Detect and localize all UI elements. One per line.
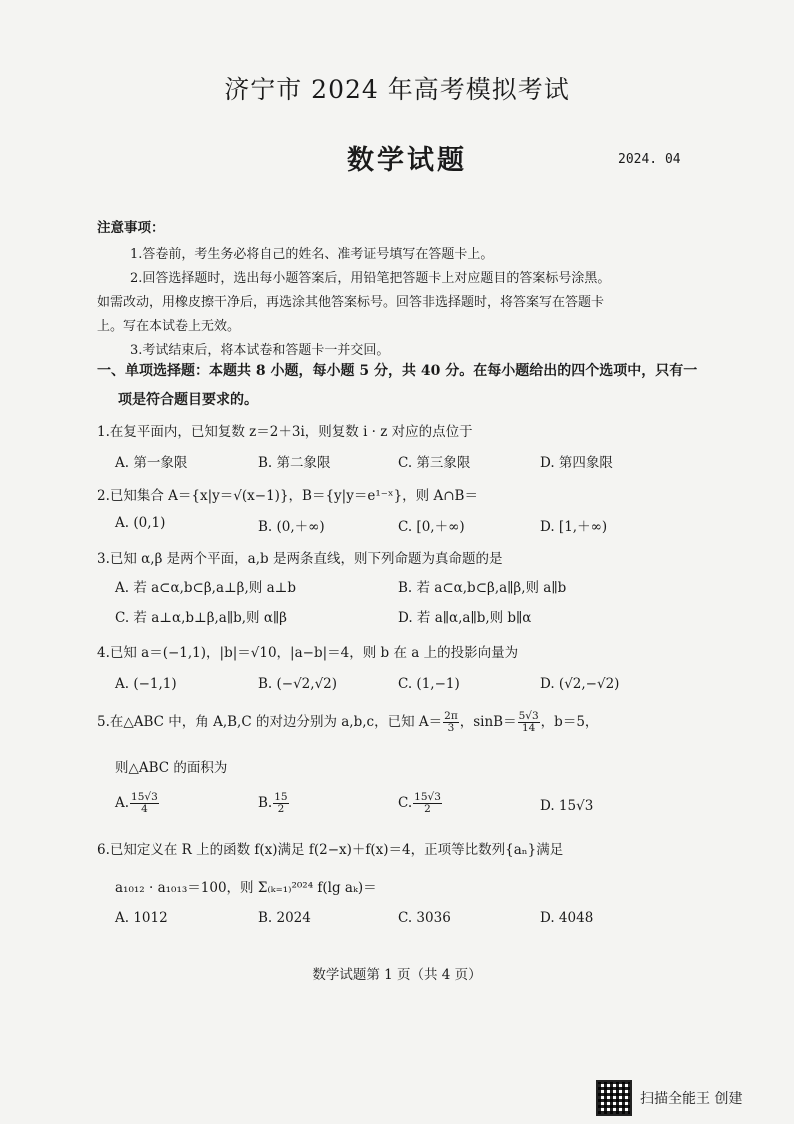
question-4-option-a: A. (−1,1) (115, 676, 177, 692)
question-1-stem: 1.在复平面内，已知复数 z＝2＋3i，则复数 i · z 对应的点位于 (97, 424, 473, 440)
question-3-option-c: C. 若 a⊥α,b⊥β,a∥b,则 α∥β (115, 610, 287, 626)
question-5-stem-end: ，b＝5， (540, 714, 599, 730)
question-5-stem-mid: ，sinB＝ (459, 714, 517, 730)
question-6-option-a: A. 1012 (115, 910, 168, 926)
question-4-stem: 4.已知 a＝(−1,1)，|b|＝√10，|a−b|＝4，则 b 在 a 上的投影向量为 (97, 645, 519, 661)
question-3-option-d: D. 若 a∥α,a∥b,则 b∥α (398, 610, 532, 626)
notice-item-1: 1.答卷前，考生务必将自己的姓名、准考证号填写在答题卡上。 (130, 247, 494, 262)
question-2-option-b: B. (0,＋∞) (258, 519, 325, 535)
sin-b-fraction: $\frac{5√3}{14}$ (518, 710, 539, 734)
question-1-option-c: C. 第三象限 (398, 455, 471, 471)
question-4-option-b: B. (−√2,√2) (258, 676, 338, 692)
question-3-option-a: A. 若 a⊂α,b⊂β,a⊥β,则 a⊥b (115, 580, 296, 596)
qr-code-icon (596, 1080, 632, 1116)
question-2-stem: 2.已知集合 A＝{x|y＝√(x−1)}，B＝{y|y＝e¹⁻ˣ}，则 A∩B＝ (97, 488, 478, 504)
question-5-option-c: C. $\frac{15√3}{2}$ (398, 791, 441, 815)
notice-heading: 注意事项： (97, 220, 165, 236)
question-5-stem (97, 710, 598, 734)
question-1-option-b: B. 第二象限 (258, 455, 331, 471)
exam-title: 济宁市 2024 年高考模拟考试 (224, 75, 570, 104)
subject-title: 数学试题 (347, 145, 467, 176)
question-6-option-c: C. 3036 (398, 910, 451, 926)
notice-item-2-line-2: 如需改动，用橡皮擦干净后，再选涂其他答案标号。回答非选择题时，将答案写在答题卡 (97, 295, 605, 310)
question-2-option-d: D. [1,＋∞) (540, 519, 608, 535)
question-5-stem-line-2: 则△ABC 的面积为 (115, 760, 228, 776)
question-5-option-d: D. 15√3 (540, 798, 594, 814)
notice-item-2-line-3: 上。写在本试卷上无效。 (97, 319, 241, 334)
page-footer: 数学试题第 1 页（共 4 页） (312, 967, 482, 983)
scanner-watermark: 扫描全能王 创建 (640, 1091, 743, 1107)
question-5-option-b: B. $\frac{15}{2}$ (258, 791, 288, 815)
exam-date: 2024. 04 (618, 152, 681, 167)
question-3-stem: 3.已知 α,β 是两个平面，a,b 是两条直线，则下列命题为真命题的是 (97, 551, 503, 567)
question-6-option-b: B. 2024 (258, 910, 311, 926)
notice-item-3: 3.考试结束后，将本试卷和答题卡一并交回。 (130, 343, 390, 358)
notice-item-2: 2.回答选择题时，选出每小题答案后，用铅笔把答题卡上对应题目的答案标号涂黑。 (130, 271, 611, 286)
question-6-stem: 6.已知定义在 R 上的函数 f(x)满足 f(2−x)＋f(x)＝4，正项等比数列{aₙ}满足 (97, 842, 564, 858)
question-4-option-d: D. (√2,−√2) (540, 676, 620, 692)
question-1-option-d: D. 第四象限 (540, 455, 613, 471)
question-1-option-a: A. 第一象限 (115, 455, 188, 471)
question-2-option-a: A. (0,1) (115, 515, 166, 531)
section-heading-line-2: 项是符合题目要求的。 (118, 392, 258, 408)
question-3-option-b: B. 若 a⊂α,b⊂β,a∥β,则 a∥b (398, 580, 567, 596)
question-5-stem-start: 5.在△ABC 中，角 A,B,C 的对边分别为 a,b,c，已知 A＝ (97, 714, 443, 730)
question-6-stem-line-2: a₁₀₁₂ · a₁₀₁₃＝100，则 Σ₍ₖ₌₁₎²⁰²⁴ f(lg aₖ)＝ (115, 880, 377, 896)
question-6-option-d: D. 4048 (540, 910, 594, 926)
question-5-option-a: A. $\frac{15√3}{4}$ (115, 791, 158, 815)
question-4-option-c: C. (1,−1) (398, 676, 460, 692)
question-2-option-c: C. [0,＋∞) (398, 519, 465, 535)
angle-a-fraction: $\frac{2\pi}{3}$ (444, 710, 458, 734)
section-heading: 一、单项选择题：本题共 8 小题，每小题 5 分，共 40 分。在每小题给出的四个选项中，只有一 (97, 363, 698, 379)
